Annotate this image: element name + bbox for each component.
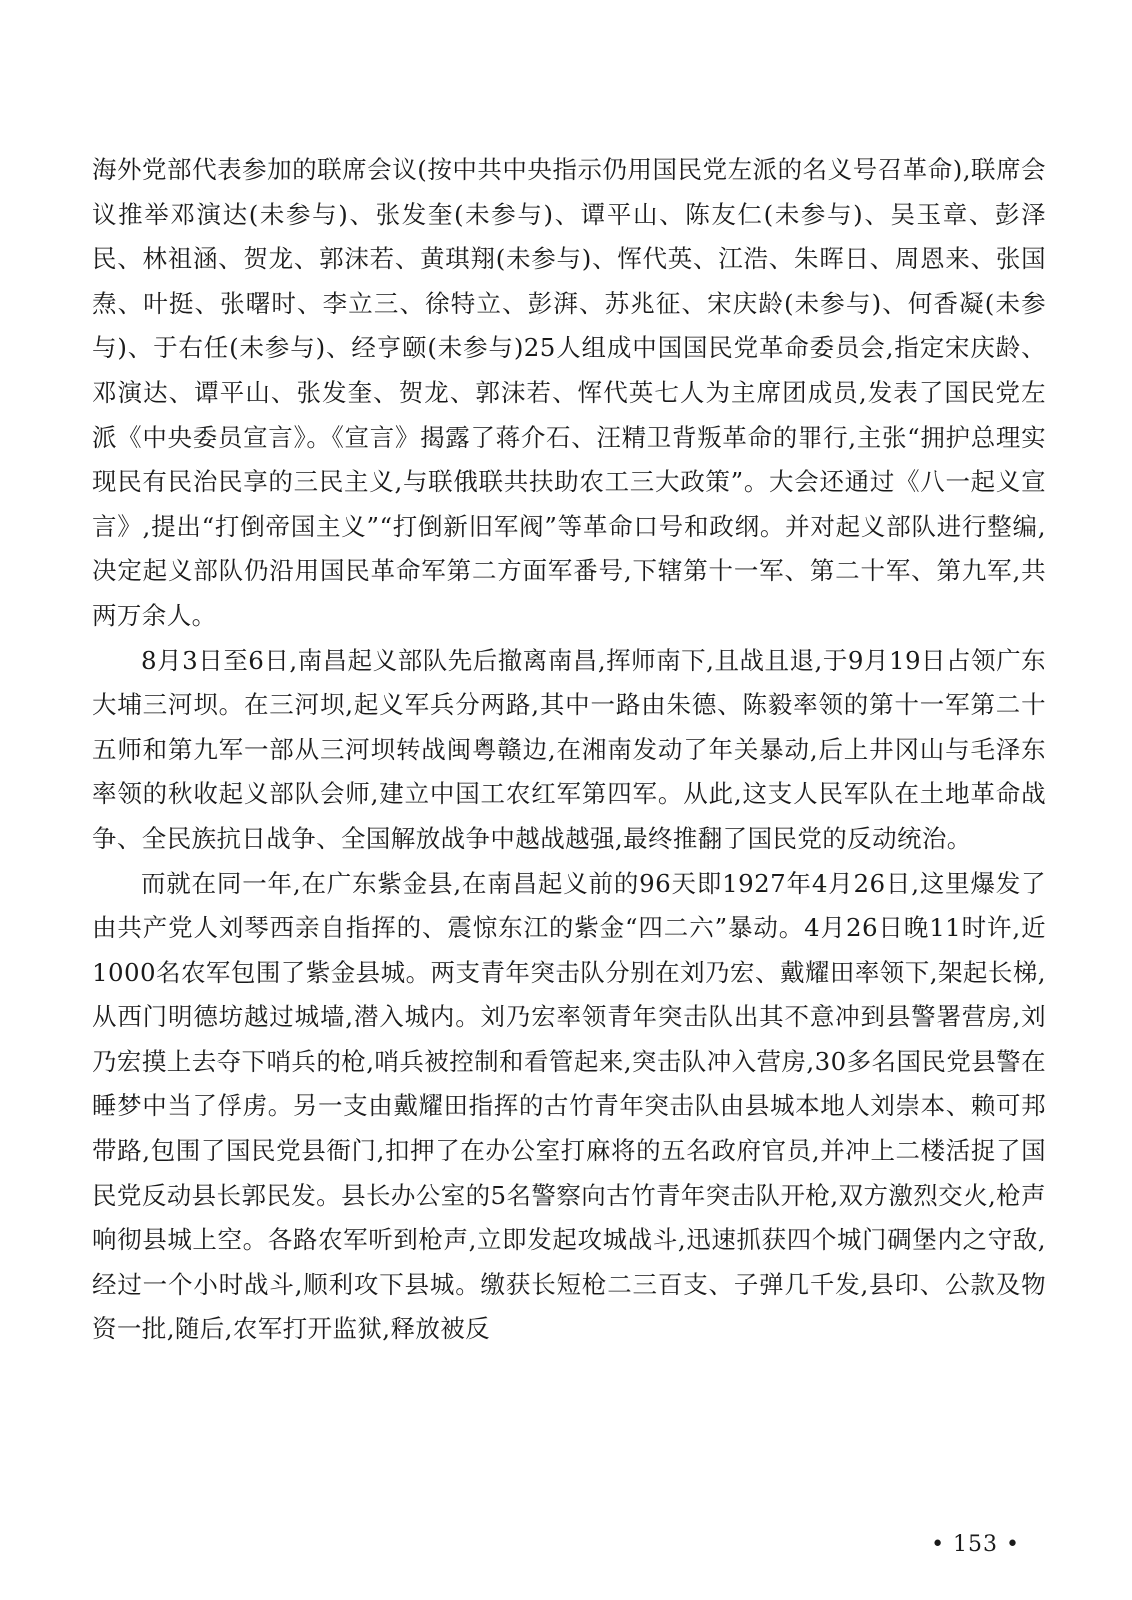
paragraph-zijin-uprising: 而就在同一年,在广东紫金县,在南昌起义前的96天即1927年4月26日,这里爆发了由共产党人刘琴西亲自指挥的、震惊东江的紫金“四二六”暴动。4月26日晚11时许,近1000名农军包围了紫金县城。两支青年突击队分别在刘乃宏、戴耀田率领下,架起长梯,从西门明德坊越过城墙,潜入城内。刘乃宏率领青年突击队出其不意冲到县警署营房,刘乃宏摸上去夺下哨兵的枪,哨兵被控制和看管起来,突击队冲入营房,30多名国民党县警在睡梦中当了俘虏。另一支由戴耀田指挥的古竹青年突击队由县城本地人刘崇本、赖可邦带路,包围了国民党县衙门,扣押了在办公室打麻将的五名政府官员,并冲上二楼活捉了国民党反动县长郭民发。县长办公室的5名警察向古竹青年突击队开枪,双方激烈交火,枪声响彻县城上空。各路农军听到枪声,立即发起攻城战斗,迅速抓获四个城门碉堡内之守敌,经过一个小时战斗,顺利攻下县城。缴获长短枪二三百支、子弹几千发,县印、公款及物资一批,随后,农军打开监狱,释放被反 — [92, 868, 1046, 1344]
page-number: • 153 • — [931, 1532, 1020, 1557]
paragraph-continuation: 海外党部代表参加的联席会议(按中共中央指示仍用国民党左派的名义号召革命),联席会议推举邓演达(未参与)、张发奎(未参与)、谭平山、陈友仁(未参与)、吴玉章、彭泽民、林祖涵、贺龙、郭沫若、黄琪翔(未参与)、恽代英、江浩、朱晖日、周恩来、张国焘、叶挺、张曙时、李立三、徐特立、彭湃、苏兆征、宋庆龄(未参与)、何香凝(未参与)、于右任(未参与)、经亨颐(未参与)25人组成中国国民党革命委员会,指定宋庆龄、邓演达、谭平山、张发奎、贺龙、郭沫若、恽代英七人为主席团成员,发表了国民党左派《中央委员宣言》。《宣言》揭露了蒋介石、汪精卫背叛革命的罪行,主张“拥护总理实现民有民治民享的三民主义,与联俄联共扶助农工三大政策”。大会还通过《八一起义宣言》,提出“打倒帝国主义”“打倒新旧军阀”等革命口号和政纲。并对起义部队进行整编,决定起义部队仍沿用国民革命军第二方面军番号,下辖第十一军、第二十军、第九军,共两万余人。 — [92, 155, 1046, 630]
paragraph-nanchang-uprising: 8月3日至6日,南昌起义部队先后撤离南昌,挥师南下,且战且退,于9月19日占领广东大埔三河坝。在三河坝,起义军兵分两路,其中一路由朱德、陈毅率领的第十一军第二十五师和第九军一部从三河坝转战闽粤赣边,在湘南发动了年关暴动,后上井冈山与毛泽东率领的秋收起义部队会师,建立中国工农红军第四军。从此,这支人民军队在土地革命战争、全民族抗日战争、全国解放战争中越战越强,最终推翻了国民党的反动统治。 — [92, 645, 1046, 853]
body-text — [92, 148, 1046, 1352]
